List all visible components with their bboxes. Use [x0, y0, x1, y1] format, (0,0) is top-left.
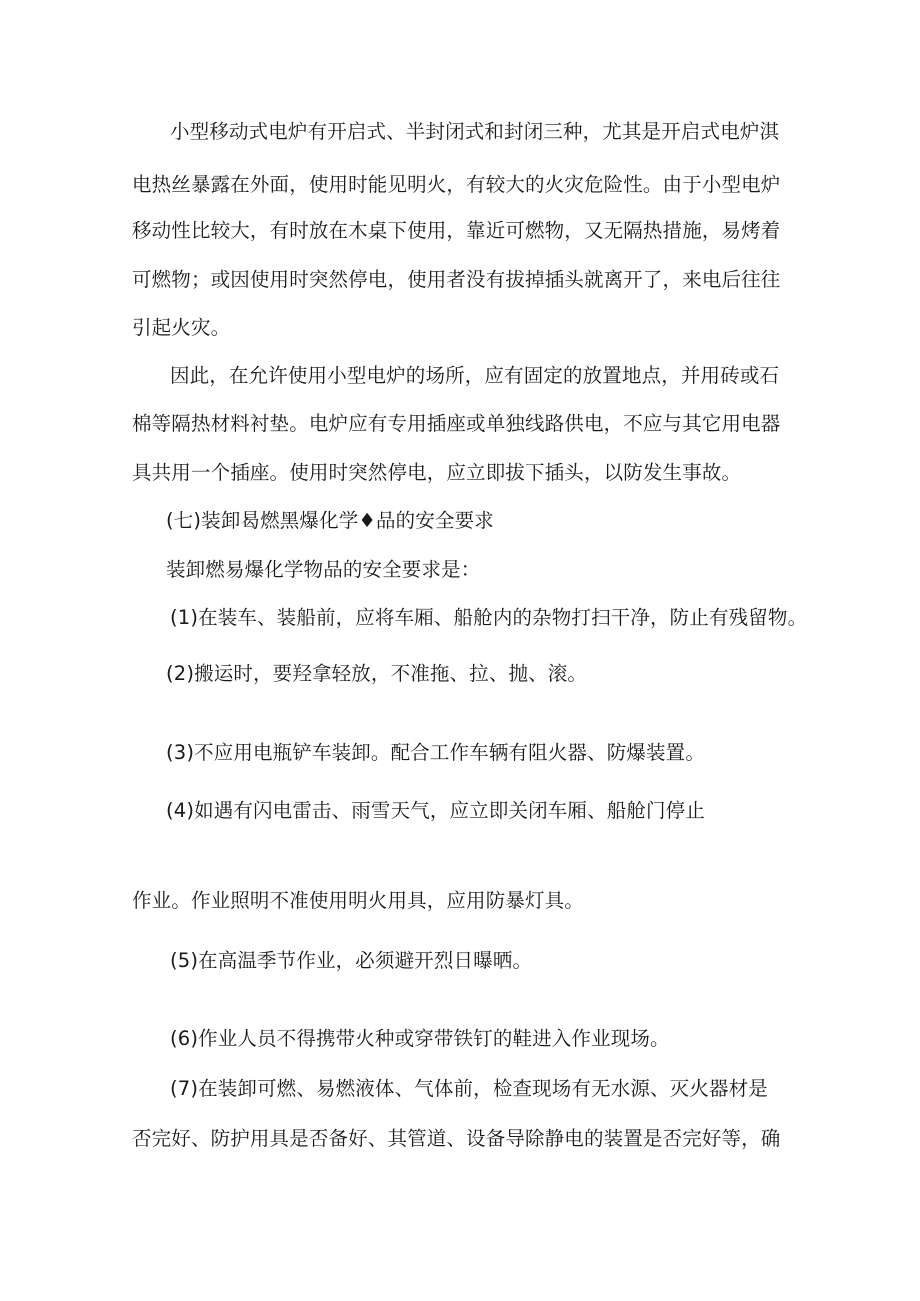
requirement-6: (6)作业人员不得携带火种或穿带铁钉的鞋进入作业现场。 — [170, 1027, 670, 1050]
requirement-2: (2)搬运时，要羟拿轻放，不准拖、拉、抛、滚。 — [166, 662, 588, 685]
requirement-7-line-1: (7)在装卸可燃、易燃液体、气体前，检查现场有无水源、灭火器材是 — [170, 1077, 768, 1100]
paragraph-2-line-1: 因此，在允许使用小型电炉的场所，应有固定的放置地点，并用砖或石 — [170, 364, 780, 387]
requirements-intro: 装卸燃易爆化学物品的安全要求是： — [166, 558, 481, 581]
requirement-7-line-2: 否完好、防护用具是否备好、其管道、设备导除静电的装置是否完好等，确 — [132, 1127, 781, 1150]
paragraph-1-line-2: 电热丝暴露在外面，使用时能见明火，有较大的火灾危险性。由于小型电炉 — [132, 173, 781, 196]
paragraph-1-line-5: 引起火灾。 — [132, 316, 231, 339]
requirement-1: (1)在装车、装船前，应将车厢、船舱内的杂物打扫干净，防止有残留物。 — [170, 606, 808, 629]
paragraph-1-line-4: 可燃物；或因使用时突然停电，使用者没有拔掉插头就离开了，来电后往往 — [132, 268, 781, 291]
paragraph-2-line-3: 具共用一个插座。使用时突然停电，应立即拔下插头，以防发生事故。 — [132, 461, 742, 484]
paragraph-2-line-2: 棉等隔热材料衬垫。电炉应有专用插座或单独线路供电，不应与其它用电器 — [132, 412, 781, 435]
requirement-3: (3)不应用电瓶铲车装卸。配合工作车辆有阻火器、防爆装置。 — [166, 741, 705, 764]
section-heading: (七)装卸曷燃黑爆化学♦品的安全要求 — [166, 509, 494, 532]
requirement-4-line-2: 作业。作业照明不准使用明火用具，应用防暴灯具。 — [132, 889, 584, 912]
paragraph-1-line-3: 移动性比较大，有时放在木桌下使用，靠近可燃物，又无隔热措施，易烤着 — [132, 219, 781, 242]
requirement-5: (5)在高温季节作业，必须避开烈日曝晒。 — [170, 949, 533, 972]
requirement-4-line-1: (4)如遇有闪电雷击、雨雪天气，应立即关闭车厢、船舱门停止 — [166, 799, 705, 822]
paragraph-1-line-1: 小型移动式电炉有开启式、半封闭式和封闭三种，尤其是开启式电炉淇 — [170, 120, 780, 143]
